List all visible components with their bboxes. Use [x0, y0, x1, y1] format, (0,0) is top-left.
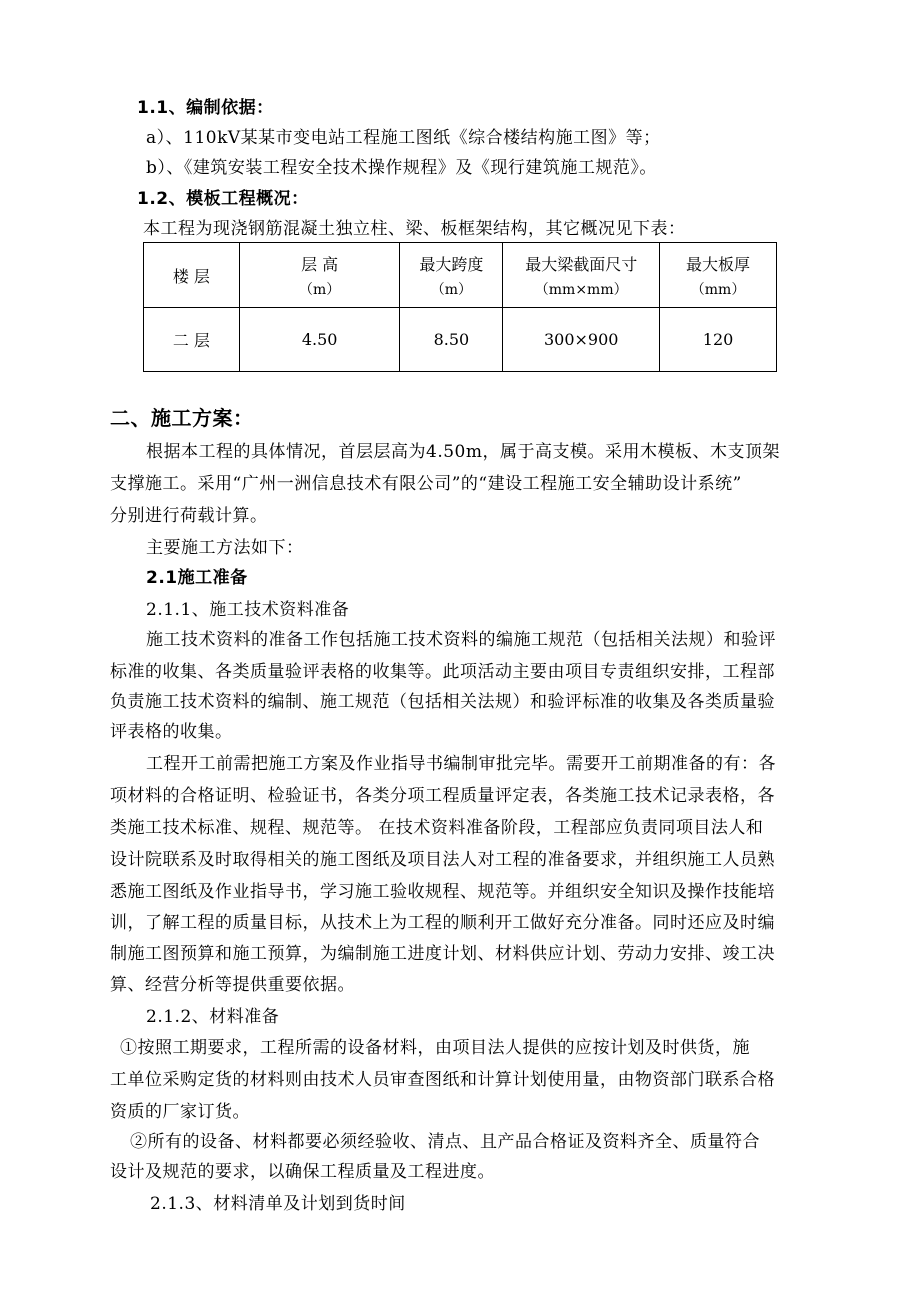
header-max-beam-section: 最大梁截面尺寸 （mm×mm） — [503, 243, 660, 308]
overview-intro: 本工程为现浇钢筋混凝土独立柱、梁、板框架结构，其它概况见下表： — [143, 219, 686, 239]
header-floor: 楼 层 — [144, 243, 240, 308]
section-2-1-heading: 2.1施工准备 — [146, 568, 248, 588]
para4-line2: 项材料的合格证明、检验证书，各类分项工程质量评定表，各类施工技术记录表格，各 — [110, 786, 775, 806]
para3-line3: 负责施工技术资料的编制、施工规范（包括相关法规）和验评标准的收集及各类质量验 — [110, 692, 775, 712]
section-2-1-2-heading: 2.1.2、材料准备 — [146, 1007, 280, 1027]
para4-line1: 工程开工前需把施工方案及作业指导书编制审批完毕。需要开工前期准备的有：各 — [146, 754, 776, 774]
para2: 主要施工方法如下： — [146, 538, 304, 558]
section-2-1-1-heading: 2.1.1、施工技术资料准备 — [146, 600, 350, 620]
para3-line4: 评表格的收集。 — [110, 722, 233, 742]
para4-line6: 训，了解工程的质量目标，从技术上为工程的顺利开工做好充分准备。同时还应及时编 — [110, 913, 775, 933]
cell-storey-height: 4.50 — [239, 308, 400, 372]
header-max-slab-thickness: 最大板厚 （mm） — [660, 243, 777, 308]
para3-line1: 施工技术资料的准备工作包括施工技术资料的编施工规范（包括相关法规）和验评 — [146, 630, 776, 650]
para4-line8: 算、经营分析等提供重要依据。 — [110, 975, 355, 995]
para4-line3: 类施工技术标准、规程、规范等。 在技术资料准备阶段，工程部应负责同项目法人和 — [110, 818, 764, 838]
section-2-1-3-heading: 2.1.3、材料清单及计划到货时间 — [150, 1194, 406, 1214]
para4-line4: 设计院联系及时取得相关的施工图纸及项目法人对工程的准备要求，并组织施工人员熟 — [110, 850, 775, 870]
formwork-overview-table — [143, 242, 777, 372]
basis-item-a: a）、110kV某某市变电站工程施工图纸《综合楼结构施工图》等； — [146, 128, 661, 148]
para5-line3: 资质的厂家订货。 — [110, 1102, 250, 1122]
section-1-1-heading: 1.1、编制依据： — [137, 98, 274, 118]
section-1-2-heading: 1.2、模板工程概况： — [137, 189, 309, 209]
para4-line7: 制施工图预算和施工预算，为编制施工进度计划、材料供应计划、劳动力安排、竣工决 — [110, 944, 775, 964]
para1-line1: 根据本工程的具体情况，首层层高为4.50m，属于高支模。采用木模板、木支顶架 — [146, 442, 780, 462]
basis-item-b: b）、《建筑安装工程安全技术操作规程》及《现行建筑施工规范》。 — [146, 158, 657, 178]
para6-line1: ②所有的设备、材料都要必须经验收、清点、且产品合格证及资料齐全、质量符合 — [130, 1132, 760, 1152]
table-header-row — [144, 243, 777, 308]
para5-line1: ①按照工期要求，工程所需的设备材料，由项目法人提供的应按计划及时供货，施 — [120, 1038, 750, 1058]
para3-line2: 标准的收集、各类质量验评表格的收集等。此项活动主要由项目专责组织安排，工程部 — [110, 662, 775, 682]
table-row — [144, 308, 777, 372]
cell-max-span: 8.50 — [400, 308, 503, 372]
para4-line5: 悉施工图纸及作业指导书，学习施工验收规程、规范等。并组织安全知识及操作技能培 — [110, 882, 775, 902]
section-2-heading: 二、施工方案： — [110, 406, 254, 430]
para5-line2: 工单位采购定货的材料则由技术人员审查图纸和计算计划使用量，由物资部门联系合格 — [110, 1070, 775, 1090]
header-max-span: 最大跨度 （m） — [400, 243, 503, 308]
para1-line2: 支撑施工。采用“广州一洲信息技术有限公司”的“建设工程施工安全辅助设计系统” — [110, 474, 742, 494]
cell-max-beam-section: 300×900 — [503, 308, 660, 372]
cell-floor: 二 层 — [144, 308, 240, 372]
cell-max-slab-thickness: 120 — [660, 308, 777, 372]
para6-line2: 设计及规范的要求，以确保工程质量及工程进度。 — [110, 1162, 495, 1182]
header-storey-height: 层 高 （m） — [239, 243, 400, 308]
para1-line3: 分别进行荷载计算。 — [110, 506, 268, 526]
